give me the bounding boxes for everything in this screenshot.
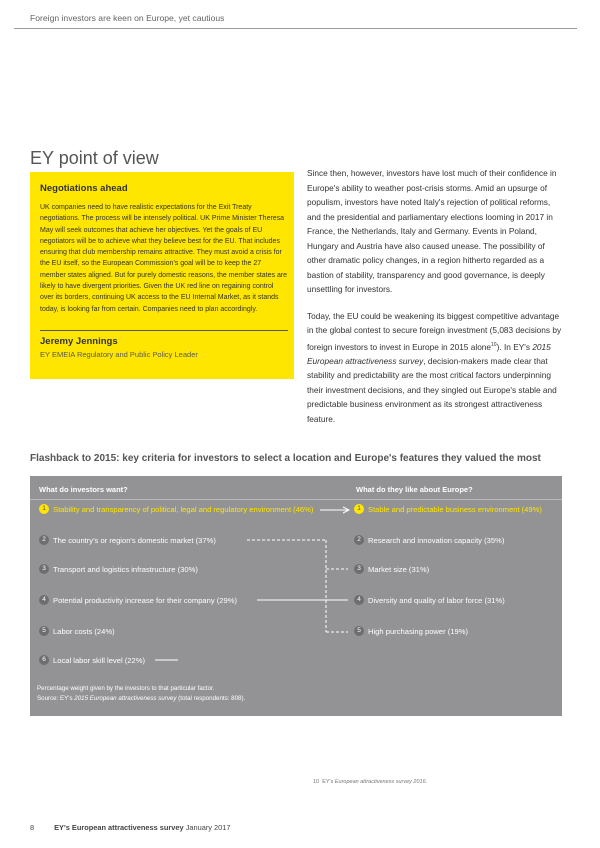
source-prefix: Source: EY's bbox=[37, 695, 75, 702]
criterion-number: 1 bbox=[39, 504, 49, 514]
feature-number: 3 bbox=[354, 564, 364, 574]
criterion-item bbox=[39, 626, 115, 636]
feature-label: Diversity and quality of labor force (31%) bbox=[368, 595, 505, 605]
criterion-number: 6 bbox=[39, 655, 49, 665]
p2-survey-title: 2015 European attractiveness survey bbox=[307, 341, 551, 366]
flashback-title: Flashback to 2015: key criteria for investors to select a location and Europe's features they valued the most bbox=[30, 453, 541, 464]
article-paragraph-1: Since then, however, investors have lost much of their confidence in Europe's ability to weather post-crisis storms. Amid an upsurge of populism, investors have noted Italy's rejection of political reforms, and the presidential and parliamentary elections looming in 2017 in France, the Netherlands, Italy and Germany. Events in Poland, Hungary and Austria have also caused unease. The possibility of other dramatic policy changes, in a region hitherto regarded as a bastion of stability, transparency and good governance, is deeply unsettling for investors. bbox=[307, 168, 557, 294]
pov-box bbox=[30, 172, 294, 379]
criterion-label: The country's or region's domestic market (37%) bbox=[53, 535, 216, 545]
p2-text-c: , decision-makers made clear that stability and predictability are the most critical factors underpinning their investment decisions, and they singled out Europe's stable and predictable business environment as its strongest attractiveness feature. bbox=[307, 355, 557, 424]
criterion-item bbox=[39, 535, 216, 545]
source-suffix: (total respondents: 808). bbox=[176, 695, 246, 702]
p2-text-b: ). In EY's bbox=[496, 341, 533, 352]
criterion-number: 2 bbox=[39, 535, 49, 545]
criterion-label: Stability and transparency of political, legal and regulatory environment (46%) bbox=[53, 504, 314, 514]
feature-item bbox=[354, 535, 504, 545]
footnote-survey: European attractiveness survey 2016 bbox=[334, 779, 426, 785]
panel-note: Percentage weight given by the investors to that particular factor. bbox=[37, 685, 215, 692]
panel-source bbox=[37, 695, 245, 702]
feature-number: 2 bbox=[354, 535, 364, 545]
footer-date: January 2017 bbox=[185, 823, 231, 832]
page-footer bbox=[30, 823, 231, 832]
criteria-column-header: What do investors want? bbox=[39, 485, 128, 494]
pov-box-heading: Negotiations ahead bbox=[40, 183, 128, 194]
criterion-item bbox=[39, 504, 313, 514]
criterion-label: Potential productivity increase for their company (29%) bbox=[53, 595, 238, 605]
criteria-panel bbox=[30, 476, 562, 716]
article-paragraph-2 bbox=[307, 309, 562, 427]
author-name: Jeremy Jennings bbox=[40, 336, 118, 347]
footnote-ref: 10 bbox=[491, 341, 497, 348]
feature-label: Stable and predictable business environment (49%) bbox=[368, 504, 542, 514]
pov-box-body: UK companies need to have realistic expectations for the Exit Treaty negotiations. The process will be intensely political. UK Prime Minister Theresa May will seek outcomes that achieve her objectives. Yet the goals of EU negotiators will be to achieve what they believe best for the EU. That includes ensuring that club membership remains attractive. They must avoid a crisis for the EU itself, so the European Commission's goal will be to keep the 27 member states aligned. But for purely domestic reasons, the member states are likely to have divergent priorities. Given the UK red line on regaining control over its borders, continuing UK access to the EU Internal Market, as it stands today, is looking far from certain. Companies need to plan accordingly. bbox=[40, 204, 288, 313]
feature-label: Market size (31%) bbox=[368, 564, 430, 574]
pov-box-divider bbox=[40, 330, 288, 331]
footnote-suffix: . bbox=[425, 779, 428, 785]
page-number: 8 bbox=[30, 823, 35, 832]
feature-number: 1 bbox=[354, 504, 364, 514]
p2-text-a: Today, the EU could be weakening its biggest competitive advantage in the global contest to secure foreign investment (5,083 decisions by foreign investors to invest in Europe in 2015 alone bbox=[307, 310, 562, 352]
criterion-item bbox=[39, 564, 198, 574]
feature-item bbox=[354, 564, 429, 574]
feature-label: High purchasing power (19%) bbox=[368, 626, 469, 636]
criterion-label: Transport and logistics infrastructure (30%) bbox=[53, 564, 198, 574]
criterion-number: 5 bbox=[39, 626, 49, 636]
pov-title: EY point of view bbox=[30, 148, 159, 168]
feature-number: 4 bbox=[354, 595, 364, 605]
criterion-label: Local labor skill level (22%) bbox=[53, 655, 146, 665]
criterion-item bbox=[39, 655, 145, 665]
criterion-number: 4 bbox=[39, 595, 49, 605]
author-role: EY EMEIA Regulatory and Public Policy Leader bbox=[40, 350, 198, 359]
criterion-label: Labor costs (24%) bbox=[53, 626, 115, 636]
article-column bbox=[307, 166, 562, 426]
source-survey: 2015 European attractiveness survey bbox=[74, 695, 177, 702]
footer-report: EY's European attractiveness survey bbox=[54, 823, 184, 832]
feature-item bbox=[354, 626, 468, 636]
criterion-number: 3 bbox=[39, 564, 49, 574]
feature-label: Research and innovation capacity (35%) bbox=[368, 535, 505, 545]
features-column-header: What do they like about Europe? bbox=[356, 485, 473, 494]
header-rule bbox=[14, 28, 577, 29]
footnote-prefix: EY's bbox=[322, 779, 335, 785]
footnote bbox=[313, 779, 427, 785]
criterion-item bbox=[39, 595, 237, 605]
running-header: Foreign investors are keen on Europe, yet cautious bbox=[30, 13, 225, 23]
footnote-number: 10 bbox=[313, 779, 320, 785]
feature-item bbox=[354, 595, 505, 605]
feature-number: 5 bbox=[354, 626, 364, 636]
feature-item bbox=[354, 504, 542, 514]
